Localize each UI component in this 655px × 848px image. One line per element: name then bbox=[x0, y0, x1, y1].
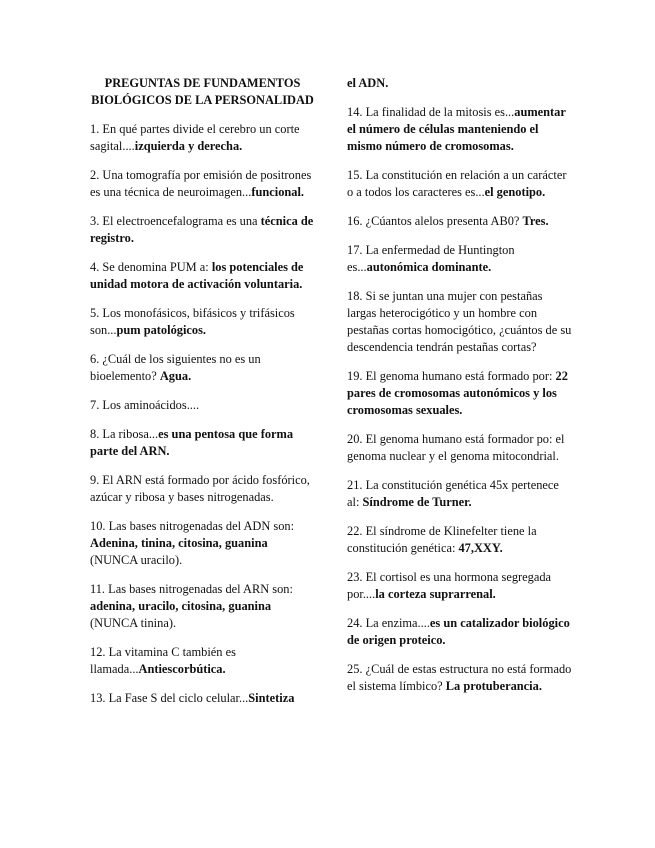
question-8 bbox=[90, 426, 315, 460]
question-text: 2. Una tomografía por emisión de positrones es una técnica de neuroimagen... bbox=[90, 168, 312, 199]
question-tail: (NUNCA tinina). bbox=[90, 616, 177, 630]
answer-text: izquierda y derecha. bbox=[134, 139, 243, 153]
question-text: 17. La enfermedad de Huntington es... bbox=[347, 243, 515, 274]
question-text: 15. La constitución en relación a un carácter o a todos los caracteres es... bbox=[347, 168, 567, 199]
question-5 bbox=[90, 305, 315, 339]
question-4 bbox=[90, 259, 315, 293]
answer-text: La protuberancia. bbox=[445, 679, 542, 693]
question-text: 24. La enzima.... bbox=[347, 616, 430, 630]
question-text: 13. La Fase S del ciclo celular... bbox=[90, 691, 249, 705]
question-12 bbox=[90, 644, 315, 678]
question-text: 7. Los aminoácidos.... bbox=[90, 398, 200, 412]
question-18 bbox=[347, 288, 572, 356]
answer-text: los potenciales de unidad motora de activación voluntaria. bbox=[90, 260, 304, 291]
question-23 bbox=[347, 569, 572, 603]
answer-text: funcional. bbox=[251, 185, 305, 199]
question-22 bbox=[347, 523, 572, 557]
question-text: 5. Los monofásicos, bifásicos y trifásicos son... bbox=[90, 306, 295, 337]
answer-text: la corteza suprarrenal. bbox=[375, 587, 496, 601]
question-text: 4. Se denomina PUM a: bbox=[90, 260, 212, 274]
question-text: 11. Las bases nitrogenadas del ARN son: bbox=[90, 582, 293, 596]
question-14 bbox=[347, 104, 572, 155]
question-text: 14. La finalidad de la mitosis es... bbox=[347, 105, 515, 119]
question-3 bbox=[90, 213, 315, 247]
answer-text: adenina, uracilo, citosina, guanina bbox=[90, 599, 272, 613]
answer-text: pum patológicos. bbox=[116, 323, 207, 337]
question-text: 20. El genoma humano está formador po: el genoma nuclear y el genoma mitocondrial. bbox=[347, 432, 565, 463]
document-title: PREGUNTAS DE FUNDAMENTOS BIOLÓGICOS DE LA PERSONALIDAD bbox=[91, 76, 314, 107]
question-13-continued bbox=[347, 75, 572, 92]
answer-text: aumentar el número de células manteniendo el mismo número de cromosomas. bbox=[347, 105, 566, 153]
answer-text: es un catalizador biológico de origen proteico. bbox=[347, 616, 570, 647]
answer-text: 47,XXY. bbox=[458, 541, 503, 555]
question-text: 16. ¿Cúantos alelos presenta AB0? bbox=[347, 214, 523, 228]
question-text: 18. Si se juntan una mujer con pestañas largas heterocigótico y un hombre con pestañas cortas homocigótico, ¿cuántos de su descendencia tendrán pestañas cortas? bbox=[347, 289, 572, 354]
answer-text: 22 pares de cromosomas autonómicos y los cromosomas sexuales. bbox=[347, 369, 568, 417]
answer-text: autonómica dominante. bbox=[366, 260, 492, 274]
question-text: 22. El síndrome de Klinefelter tiene la constitución genética: bbox=[347, 524, 537, 555]
question-10 bbox=[90, 518, 315, 569]
question-24 bbox=[347, 615, 572, 649]
question-9 bbox=[90, 472, 315, 506]
question-text: 25. ¿Cuál de estas estructura no está formado el sistema límbico? bbox=[347, 662, 572, 693]
right-column bbox=[347, 75, 572, 707]
answer-text: Adenina, tinina, citosina, guanina bbox=[90, 536, 268, 550]
question-6 bbox=[90, 351, 315, 385]
question-15 bbox=[347, 167, 572, 201]
question-text: 3. El electroencefalograma es una bbox=[90, 214, 261, 228]
question-text: 23. El cortisol es una hormona segregada por.... bbox=[347, 570, 552, 601]
question-16 bbox=[347, 213, 572, 230]
question-text: 1. En qué partes divide el cerebro un corte sagital.... bbox=[90, 122, 300, 153]
answer-text: Antiescorbútica. bbox=[138, 662, 226, 676]
question-text: 10. Las bases nitrogenadas del ADN son: bbox=[90, 519, 295, 533]
answer-text: Síndrome de Turner. bbox=[362, 495, 472, 509]
question-20 bbox=[347, 431, 572, 465]
answer-text: es una pentosa que forma parte del ARN. bbox=[90, 427, 294, 458]
left-column bbox=[90, 75, 315, 719]
question-text: 6. ¿Cuál de los siguientes no es un bioelemento? bbox=[90, 352, 261, 383]
question-25 bbox=[347, 661, 572, 695]
question-1 bbox=[90, 121, 315, 155]
question-tail: (NUNCA uracilo). bbox=[90, 553, 183, 567]
answer-text: el genotipo. bbox=[484, 185, 546, 199]
answer-text: Tres. bbox=[522, 214, 549, 228]
question-text: 9. El ARN está formado por ácido fosfórico, azúcar y ribosa y bases nitrogenadas. bbox=[90, 473, 310, 504]
answer-text: Agua. bbox=[159, 369, 192, 383]
question-text: 21. La constitución genética 45x pertenece al: bbox=[347, 478, 559, 509]
question-text: 19. El genoma humano está formado por: bbox=[347, 369, 556, 383]
question-17 bbox=[347, 242, 572, 276]
question-2 bbox=[90, 167, 315, 201]
answer-text: el ADN. bbox=[347, 76, 389, 90]
question-11 bbox=[90, 581, 315, 632]
question-7 bbox=[90, 397, 315, 414]
question-text: 8. La ribosa... bbox=[90, 427, 159, 441]
question-text: 12. La vitamina C también es llamada... bbox=[90, 645, 236, 676]
answer-text: Sintetiza bbox=[248, 691, 295, 705]
question-13 bbox=[90, 690, 315, 707]
question-21 bbox=[347, 477, 572, 511]
answer-text: técnica de registro. bbox=[90, 214, 314, 245]
question-19 bbox=[347, 368, 572, 419]
